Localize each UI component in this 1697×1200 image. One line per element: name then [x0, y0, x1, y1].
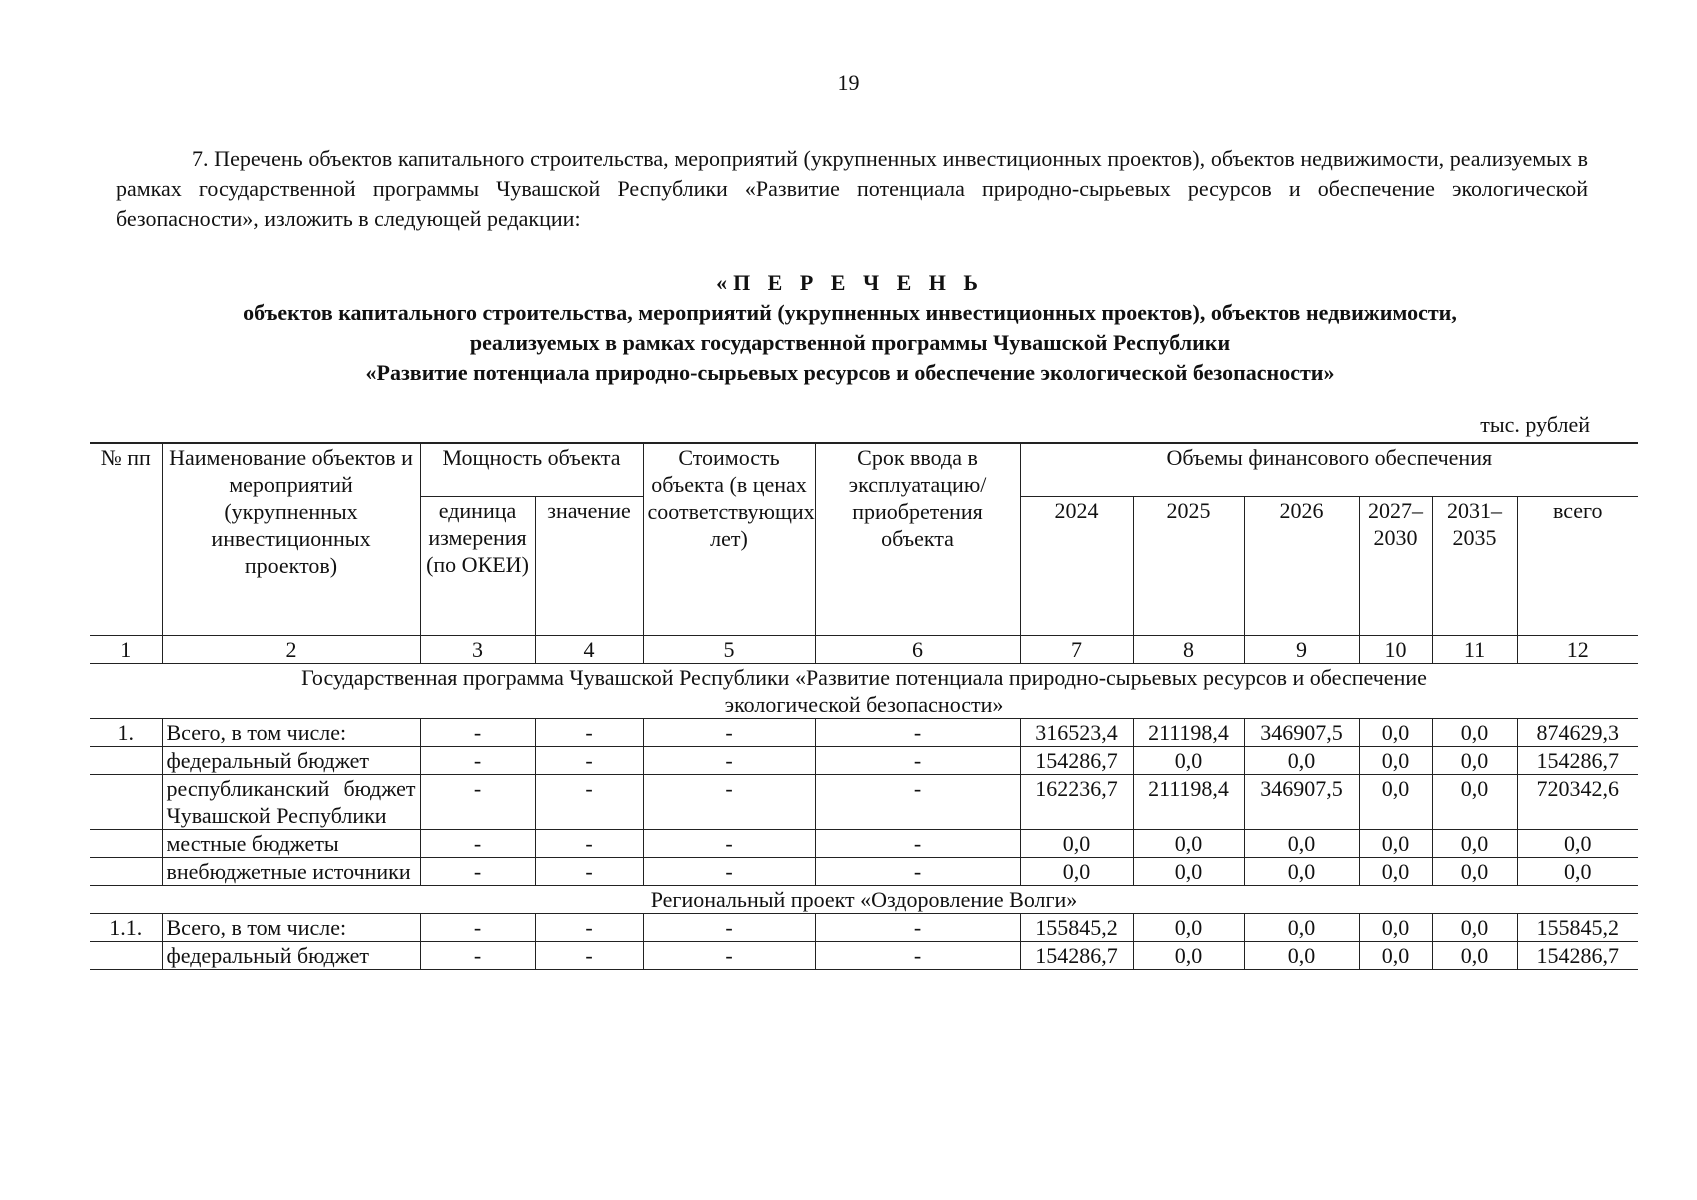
header-capacity: Мощность объекта — [420, 443, 643, 497]
row-2024: 316523,4 — [1020, 719, 1133, 747]
row-2024: 162236,7 — [1020, 775, 1133, 830]
row-term: - — [815, 858, 1020, 886]
row-2027-2030: 0,0 — [1359, 942, 1432, 970]
table-row — [90, 775, 1638, 830]
row-term: - — [815, 747, 1020, 775]
row-2026: 0,0 — [1244, 942, 1359, 970]
row-unit: - — [420, 747, 535, 775]
row-2027-2030: 0,0 — [1359, 914, 1432, 942]
row-cost: - — [643, 858, 815, 886]
row-value: - — [535, 914, 643, 942]
row-2027-2030: 0,0 — [1359, 830, 1432, 858]
row-2026: 0,0 — [1244, 914, 1359, 942]
row-2025: 0,0 — [1133, 858, 1244, 886]
row-term: - — [815, 942, 1020, 970]
row-name: внебюджетные источники — [162, 858, 420, 886]
column-number: 1 — [90, 636, 162, 664]
units-label: тыс. рублей — [1480, 412, 1590, 437]
table-row — [90, 858, 1638, 886]
row-num: 1. — [90, 719, 162, 747]
row-cost: - — [643, 775, 815, 830]
row-value: - — [535, 747, 643, 775]
table-row — [90, 830, 1638, 858]
row-term: - — [815, 775, 1020, 830]
header-funding: Объемы финансового обеспечения — [1020, 443, 1638, 497]
row-unit: - — [420, 719, 535, 747]
intro-paragraph: 7. Перечень объектов капитального строительства, мероприятий (укрупненных инвестиционных проектов), объектов недвижимости, реализуемых в рамках государственной программы Чувашской Республики «Развитие потенциала природно-сырьевых ресурсов и обеспечение экологической безопасности», изложить в следующей редакции: — [116, 146, 1588, 231]
column-number: 12 — [1517, 636, 1638, 664]
row-total: 154286,7 — [1517, 942, 1638, 970]
row-unit: - — [420, 775, 535, 830]
title-line-1: объектов капитального строительства, мероприятий (укрупненных инвестиционных проектов), объектов недвижимости, — [243, 300, 1457, 325]
column-number: 4 — [535, 636, 643, 664]
title-line-2: реализуемых в рамках государственной программы Чувашской Республики — [469, 330, 1231, 355]
column-number: 5 — [643, 636, 815, 664]
column-number: 2 — [162, 636, 420, 664]
row-cost: - — [643, 719, 815, 747]
row-2025: 0,0 — [1133, 830, 1244, 858]
row-2024: 154286,7 — [1020, 942, 1133, 970]
row-value: - — [535, 719, 643, 747]
row-cost: - — [643, 830, 815, 858]
row-unit: - — [420, 830, 535, 858]
row-2025: 211198,4 — [1133, 775, 1244, 830]
row-term: - — [815, 719, 1020, 747]
page-number: 19 — [837, 70, 860, 95]
column-number: 11 — [1432, 636, 1517, 664]
document-title — [100, 268, 1600, 388]
row-num — [90, 830, 162, 858]
row-name: местные бюджеты — [162, 830, 420, 858]
row-2027-2030: 0,0 — [1359, 747, 1432, 775]
row-2025: 211198,4 — [1133, 719, 1244, 747]
row-2025: 0,0 — [1133, 747, 1244, 775]
row-2024: 154286,7 — [1020, 747, 1133, 775]
row-2031-2035: 0,0 — [1432, 719, 1517, 747]
objects-table — [90, 442, 1638, 970]
table-row — [90, 747, 1638, 775]
header-2027-2030: 2027–2030 — [1359, 497, 1432, 636]
row-name: федеральный бюджет — [162, 747, 420, 775]
header-2026: 2026 — [1244, 497, 1359, 636]
row-cost: - — [643, 942, 815, 970]
row-2031-2035: 0,0 — [1432, 858, 1517, 886]
header-value: значение — [535, 497, 643, 636]
header-term: Срок ввода в эксплуатацию/приобретения объекта — [815, 443, 1020, 636]
row-2024: 0,0 — [1020, 858, 1133, 886]
header-total: всего — [1517, 497, 1638, 636]
row-2026: 0,0 — [1244, 830, 1359, 858]
row-2027-2030: 0,0 — [1359, 719, 1432, 747]
header-2031-2035: 2031–2035 — [1432, 497, 1517, 636]
row-total: 0,0 — [1517, 858, 1638, 886]
table-row — [90, 719, 1638, 747]
row-2031-2035: 0,0 — [1432, 830, 1517, 858]
title-line-3: «Развитие потенциала природно-сырьевых ресурсов и обеспечение экологической безопасности» — [365, 360, 1335, 385]
row-2026: 346907,5 — [1244, 775, 1359, 830]
section-regional-project: Региональный проект «Оздоровление Волги» — [90, 886, 1638, 914]
row-unit: - — [420, 942, 535, 970]
column-number: 3 — [420, 636, 535, 664]
header-unit: единица измерения (по ОКЕИ) — [420, 497, 535, 636]
row-2031-2035: 0,0 — [1432, 775, 1517, 830]
column-number: 8 — [1133, 636, 1244, 664]
row-2024: 0,0 — [1020, 830, 1133, 858]
row-value: - — [535, 942, 643, 970]
header-2025: 2025 — [1133, 497, 1244, 636]
column-number: 7 — [1020, 636, 1133, 664]
row-num: 1.1. — [90, 914, 162, 942]
row-total: 154286,7 — [1517, 747, 1638, 775]
title-heading: «П Е Р Е Ч Е Н Ь — [716, 270, 984, 295]
row-2024: 155845,2 — [1020, 914, 1133, 942]
row-2026: 0,0 — [1244, 747, 1359, 775]
row-2025: 0,0 — [1133, 942, 1244, 970]
header-num: № пп — [90, 443, 162, 636]
column-numbers-row — [90, 636, 1638, 664]
row-total: 720342,6 — [1517, 775, 1638, 830]
row-num — [90, 747, 162, 775]
column-number: 10 — [1359, 636, 1432, 664]
row-total: 155845,2 — [1517, 914, 1638, 942]
column-number: 6 — [815, 636, 1020, 664]
section-program: Государственная программа Чувашской Республики «Развитие потенциала природно-сырьевых ресурсов и обеспечение экологической безопасности» — [90, 664, 1638, 719]
row-cost: - — [643, 914, 815, 942]
row-unit: - — [420, 858, 535, 886]
row-term: - — [815, 830, 1020, 858]
row-value: - — [535, 858, 643, 886]
header-cost: Стоимость объекта (в ценах соответствующих лет) — [643, 443, 815, 636]
row-value: - — [535, 775, 643, 830]
row-name: Всего, в том числе: — [162, 914, 420, 942]
row-2031-2035: 0,0 — [1432, 914, 1517, 942]
table-row — [90, 942, 1638, 970]
header-2024: 2024 — [1020, 497, 1133, 636]
row-unit: - — [420, 914, 535, 942]
row-2026: 0,0 — [1244, 858, 1359, 886]
row-2027-2030: 0,0 — [1359, 775, 1432, 830]
row-name: федеральный бюджет — [162, 942, 420, 970]
row-num — [90, 858, 162, 886]
row-num — [90, 775, 162, 830]
row-value: - — [535, 830, 643, 858]
row-name: республиканский бюджет Чувашской Республики — [162, 775, 420, 830]
row-2025: 0,0 — [1133, 914, 1244, 942]
row-total: 874629,3 — [1517, 719, 1638, 747]
row-total: 0,0 — [1517, 830, 1638, 858]
row-2027-2030: 0,0 — [1359, 858, 1432, 886]
row-2031-2035: 0,0 — [1432, 747, 1517, 775]
row-cost: - — [643, 747, 815, 775]
row-num — [90, 942, 162, 970]
table-row — [90, 914, 1638, 942]
header-name: Наименование объектов и мероприятий (укрупненных инвестиционных проектов) — [162, 443, 420, 636]
row-2026: 346907,5 — [1244, 719, 1359, 747]
row-2031-2035: 0,0 — [1432, 942, 1517, 970]
row-name: Всего, в том числе: — [162, 719, 420, 747]
column-number: 9 — [1244, 636, 1359, 664]
row-term: - — [815, 914, 1020, 942]
